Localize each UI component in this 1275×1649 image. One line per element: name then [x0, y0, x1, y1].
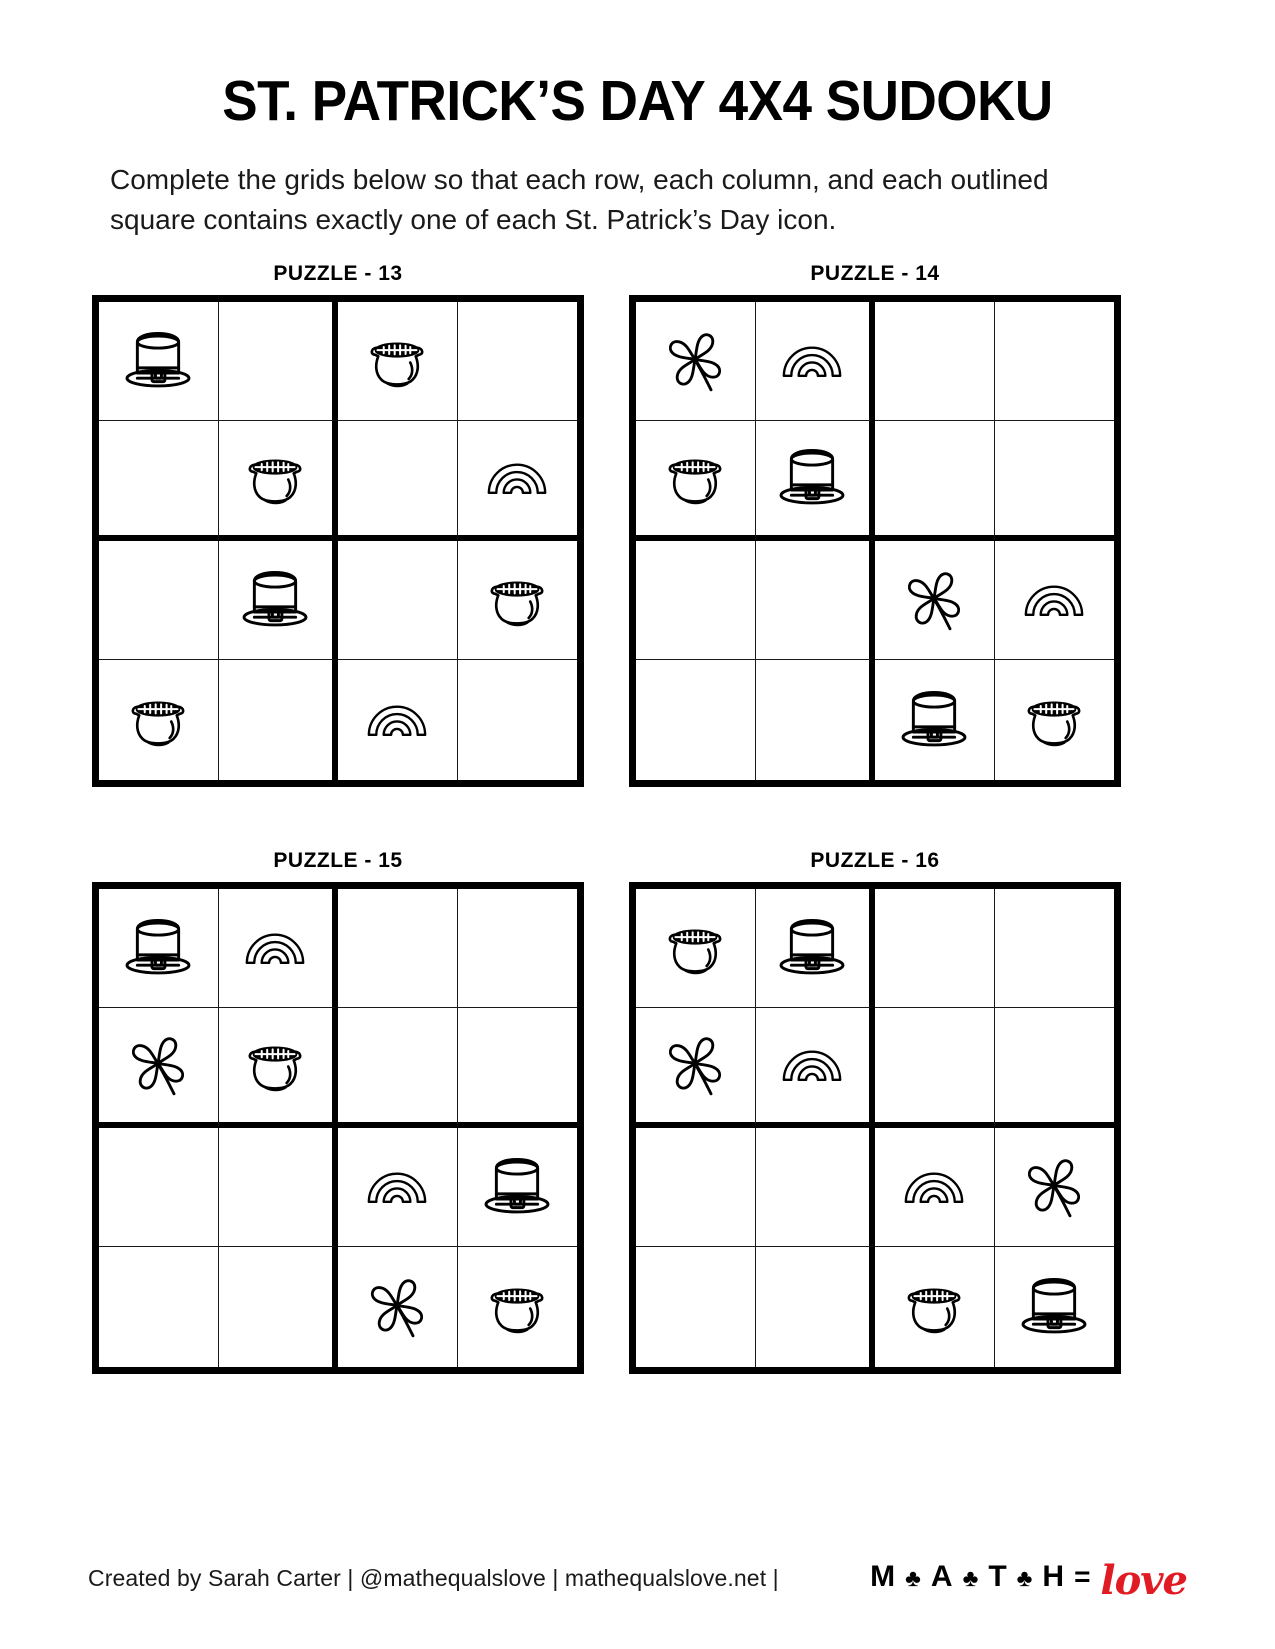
sudoku-cell[interactable] — [458, 889, 578, 1009]
sudoku-cell[interactable] — [219, 541, 339, 661]
empty-cell — [231, 1263, 319, 1351]
sudoku-cell[interactable] — [99, 421, 219, 541]
sudoku-cell[interactable] — [995, 1128, 1115, 1248]
empty-cell — [1010, 904, 1098, 992]
sudoku-cell[interactable] — [875, 1247, 995, 1367]
leprechaun-hat-icon — [114, 904, 202, 992]
sudoku-cell[interactable] — [636, 541, 756, 661]
page-title: ST. PATRICK’S DAY 4X4 SUDOKU — [222, 69, 1053, 133]
empty-cell — [890, 1021, 978, 1109]
empty-cell — [231, 1143, 319, 1231]
sudoku-grid-3[interactable] — [629, 882, 1121, 1374]
sudoku-cell[interactable] — [458, 541, 578, 661]
sudoku-cell[interactable] — [338, 1128, 458, 1248]
empty-cell — [114, 1143, 202, 1231]
sudoku-cell[interactable] — [99, 889, 219, 1009]
sudoku-grid-1[interactable] — [629, 295, 1121, 787]
sudoku-grid-2[interactable] — [92, 882, 584, 1374]
rainbow-icon — [353, 1143, 441, 1231]
sudoku-cell[interactable] — [636, 660, 756, 780]
sudoku-cell[interactable] — [756, 889, 876, 1009]
sudoku-cell[interactable] — [219, 660, 339, 780]
empty-cell — [114, 434, 202, 522]
leprechaun-hat-icon — [1010, 1263, 1098, 1351]
empty-cell — [473, 676, 561, 764]
sudoku-cell[interactable] — [875, 302, 995, 422]
empty-cell — [1010, 317, 1098, 405]
rainbow-icon — [473, 434, 561, 522]
clover-plus-icon: ♣ — [1016, 1565, 1033, 1592]
empty-cell — [651, 676, 739, 764]
logo-equals-sign: = — [1074, 1561, 1091, 1592]
instructions-text: Complete the grids below so that each row, each column, and each outlined square contains exactly one of each St. Patrick’s Day icon. — [110, 164, 1049, 235]
pot-of-gold-icon — [473, 556, 561, 644]
sudoku-cell[interactable] — [219, 1247, 339, 1367]
four-leaf-clover-icon — [1010, 1143, 1098, 1231]
four-leaf-clover-icon — [114, 1021, 202, 1109]
empty-cell — [231, 676, 319, 764]
empty-cell — [473, 904, 561, 992]
logo-letter-a: A — [930, 1560, 953, 1593]
puzzle-row-bottom — [0, 849, 1275, 1374]
sudoku-cell[interactable] — [756, 302, 876, 422]
four-leaf-clover-icon — [890, 556, 978, 644]
sudoku-cell[interactable] — [338, 1247, 458, 1367]
logo-love-script: love — [1100, 1557, 1187, 1604]
pot-of-gold-icon — [231, 1021, 319, 1109]
sudoku-cell[interactable] — [338, 541, 458, 661]
rainbow-icon — [768, 1021, 856, 1109]
math-equals-love-logo — [870, 1557, 1187, 1604]
sudoku-cell[interactable] — [458, 302, 578, 422]
empty-cell — [473, 317, 561, 405]
sudoku-cell[interactable] — [99, 1128, 219, 1248]
sudoku-cell[interactable] — [219, 1128, 339, 1248]
empty-cell — [651, 1263, 739, 1351]
sudoku-cell[interactable] — [636, 302, 756, 422]
sudoku-cell[interactable] — [756, 1008, 876, 1128]
empty-cell — [651, 1143, 739, 1231]
empty-cell — [890, 434, 978, 522]
sudoku-cell[interactable] — [458, 1247, 578, 1367]
four-leaf-clover-icon — [651, 1021, 739, 1109]
sudoku-cell[interactable] — [338, 889, 458, 1009]
sudoku-cell[interactable] — [99, 541, 219, 661]
empty-cell — [1010, 434, 1098, 522]
rainbow-icon — [1010, 556, 1098, 644]
sudoku-cell[interactable] — [338, 1008, 458, 1128]
rainbow-icon — [353, 676, 441, 764]
empty-cell — [1010, 1021, 1098, 1109]
sudoku-cell[interactable] — [338, 660, 458, 780]
logo-letter-h: H — [1042, 1560, 1065, 1593]
empty-cell — [353, 556, 441, 644]
puzzle-block-1 — [629, 262, 1121, 787]
sudoku-cell[interactable] — [458, 421, 578, 541]
rainbow-icon — [231, 904, 319, 992]
empty-cell — [114, 1263, 202, 1351]
empty-cell — [231, 317, 319, 405]
sudoku-cell[interactable] — [756, 541, 876, 661]
puzzle-label: PUZZLE - 15 — [273, 848, 403, 872]
sudoku-grid-0[interactable] — [92, 295, 584, 787]
leprechaun-hat-icon — [768, 904, 856, 992]
pot-of-gold-icon — [890, 1263, 978, 1351]
sudoku-cell[interactable] — [636, 1247, 756, 1367]
sudoku-cell[interactable] — [99, 1247, 219, 1367]
pot-of-gold-icon — [353, 317, 441, 405]
sudoku-cell[interactable] — [99, 302, 219, 422]
leprechaun-hat-icon — [114, 317, 202, 405]
sudoku-cell[interactable] — [458, 660, 578, 780]
sudoku-cell[interactable] — [756, 421, 876, 541]
empty-cell — [353, 1021, 441, 1109]
sudoku-cell[interactable] — [875, 1128, 995, 1248]
logo-letter-m: M — [870, 1560, 896, 1593]
pot-of-gold-icon — [231, 434, 319, 522]
puzzle-block-2 — [92, 849, 584, 1374]
sudoku-cell[interactable] — [338, 302, 458, 422]
sudoku-cell[interactable] — [756, 1128, 876, 1248]
sudoku-cell[interactable] — [995, 302, 1115, 422]
pot-of-gold-icon — [651, 904, 739, 992]
sudoku-cell[interactable] — [995, 421, 1115, 541]
pot-of-gold-icon — [651, 434, 739, 522]
empty-cell — [768, 1143, 856, 1231]
empty-cell — [890, 317, 978, 405]
empty-cell — [768, 556, 856, 644]
leprechaun-hat-icon — [231, 556, 319, 644]
empty-cell — [768, 1263, 856, 1351]
sudoku-cell[interactable] — [995, 541, 1115, 661]
sudoku-cell[interactable] — [875, 541, 995, 661]
sudoku-cell[interactable] — [995, 1247, 1115, 1367]
sudoku-cell[interactable] — [219, 421, 339, 541]
empty-cell — [353, 434, 441, 522]
sudoku-cell[interactable] — [99, 1008, 219, 1128]
page-footer — [0, 1557, 1275, 1604]
four-leaf-clover-icon — [651, 317, 739, 405]
puzzle-block-3 — [629, 849, 1121, 1374]
puzzle-block-0 — [92, 262, 584, 787]
sudoku-cell[interactable] — [636, 1128, 756, 1248]
empty-cell — [473, 1021, 561, 1109]
sudoku-cell[interactable] — [875, 1008, 995, 1128]
sudoku-cell[interactable] — [756, 660, 876, 780]
pot-of-gold-icon — [114, 676, 202, 764]
empty-cell — [114, 556, 202, 644]
puzzles-container — [0, 262, 1275, 1374]
clover-plus-icon: ♣ — [905, 1565, 921, 1592]
credit-text: Created by Sarah Carter | @mathequalslove | mathequalslove.net | — [88, 1565, 779, 1591]
puzzle-label: PUZZLE - 16 — [810, 848, 940, 872]
logo-letter-t: T — [988, 1560, 1007, 1593]
clover-plus-icon: ♣ — [962, 1565, 979, 1592]
rainbow-icon — [768, 317, 856, 405]
sudoku-cell[interactable] — [995, 1008, 1115, 1128]
empty-cell — [651, 556, 739, 644]
puzzle-row-top — [0, 262, 1275, 787]
pot-of-gold-icon — [1010, 676, 1098, 764]
rainbow-icon — [890, 1143, 978, 1231]
leprechaun-hat-icon — [890, 676, 978, 764]
sudoku-cell[interactable] — [219, 889, 339, 1009]
empty-cell — [353, 904, 441, 992]
sudoku-cell[interactable] — [636, 421, 756, 541]
empty-cell — [890, 904, 978, 992]
sudoku-cell[interactable] — [756, 1247, 876, 1367]
sudoku-cell[interactable] — [995, 660, 1115, 780]
sudoku-cell[interactable] — [636, 1008, 756, 1128]
four-leaf-clover-icon — [353, 1263, 441, 1351]
leprechaun-hat-icon — [768, 434, 856, 522]
pot-of-gold-icon — [473, 1263, 561, 1351]
sudoku-cell[interactable] — [875, 421, 995, 541]
sudoku-cell[interactable] — [875, 889, 995, 1009]
empty-cell — [768, 676, 856, 764]
leprechaun-hat-icon — [473, 1143, 561, 1231]
sudoku-cell[interactable] — [338, 421, 458, 541]
sudoku-cell[interactable] — [875, 660, 995, 780]
sudoku-cell[interactable] — [99, 660, 219, 780]
sudoku-cell[interactable] — [995, 889, 1115, 1009]
sudoku-cell[interactable] — [458, 1128, 578, 1248]
sudoku-cell[interactable] — [636, 889, 756, 1009]
puzzle-label: PUZZLE - 13 — [273, 261, 403, 285]
puzzle-label: PUZZLE - 14 — [810, 261, 940, 285]
sudoku-cell[interactable] — [219, 1008, 339, 1128]
sudoku-cell[interactable] — [219, 302, 339, 422]
sudoku-cell[interactable] — [458, 1008, 578, 1128]
